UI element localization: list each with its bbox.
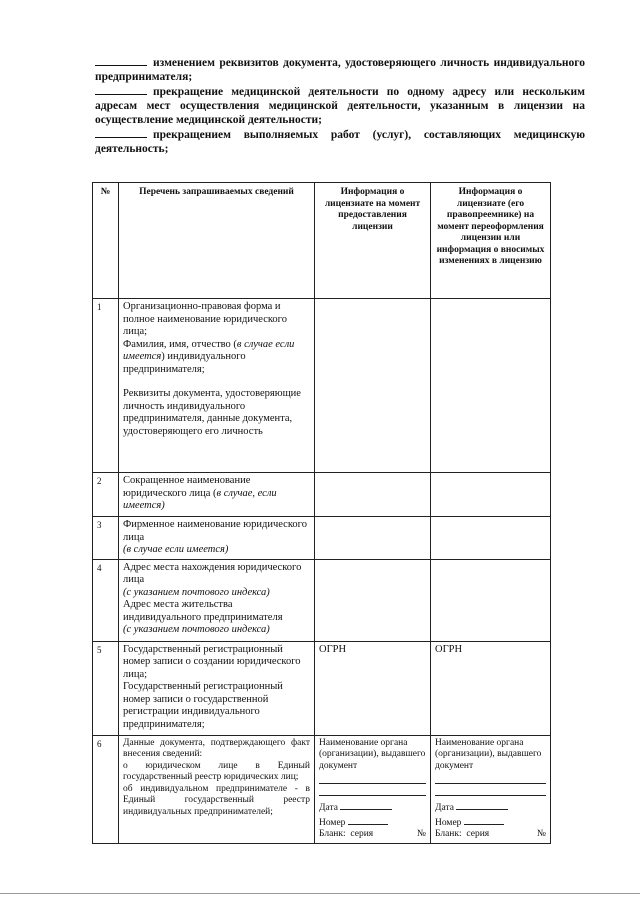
- row-subject: Фирменное наименование юридического лица (в случае если имеется): [119, 517, 315, 560]
- table-row: [93, 641, 551, 735]
- doc-date-label: Дата: [435, 803, 454, 813]
- intro-item-1: изменением реквизитов документа, удостоверяющего личность индивидуального предпринимателя;: [95, 57, 585, 83]
- table-header-row: [93, 183, 551, 299]
- table-row: [93, 559, 551, 641]
- doc-org-label: Наименование органа (организации), выдавшего документ: [435, 737, 542, 771]
- blank-line: [435, 784, 546, 796]
- blank-line: [95, 55, 147, 66]
- table-row: [93, 735, 551, 843]
- row-num: 6: [93, 735, 119, 843]
- row-info-issue[interactable]: [315, 473, 431, 517]
- row-info-reissue[interactable]: [431, 559, 551, 641]
- row-info-issue[interactable]: ОГРН: [315, 641, 431, 735]
- blank-line: [319, 784, 426, 796]
- doc-no-label: №: [536, 829, 546, 839]
- row-num: 2: [93, 473, 119, 517]
- doc-number-label: Номер: [435, 817, 462, 828]
- row-num: 4: [93, 559, 119, 641]
- blank-line: [435, 772, 546, 784]
- row-info-issue[interactable]: [315, 559, 431, 641]
- intro-item-3: прекращением выполняемых работ (услуг), составляющих медицинскую деятельность;: [95, 129, 585, 155]
- row-num: 1: [93, 299, 119, 473]
- table-row: [93, 473, 551, 517]
- doc-blank-label: Бланк:: [435, 829, 462, 839]
- row-subject: Данные документа, подтверждающего факт внесения сведений: о юридическом лице в Единый государственный реестр юридических лиц; об индивидуальном предпринимателе - в Единый государственный реестр индивидуальных предпринимателей;: [119, 735, 315, 843]
- date-field[interactable]: [456, 800, 508, 810]
- table-row: [93, 299, 551, 473]
- doc-blank-label: Бланк:: [319, 829, 346, 839]
- doc-date-label: Дата: [319, 803, 338, 813]
- intro-item-2: прекращение медицинской деятельности по одному адресу или нескольким адресам мест осуществления медицинской деятельности, указанным в лицензии на осуществление медицинской деятельности;: [95, 86, 585, 126]
- header-info-issue: Информация о лицензиате на момент предоставления лицензии: [315, 183, 431, 299]
- intro-text: [95, 55, 585, 156]
- number-field[interactable]: [464, 815, 504, 825]
- doc-no-label: №: [416, 829, 426, 839]
- row-subject: Государственный регистрационный номер записи о создании юридического лица; Государственный регистрационный номер записи о государственной регистрации индивидуального предпринимателя;: [119, 641, 315, 735]
- row-subject: Сокращенное наименование юридического лица (в случае, если имеется): [119, 473, 315, 517]
- blank-line: [319, 772, 426, 784]
- number-field[interactable]: [348, 815, 388, 825]
- row-num: 3: [93, 517, 119, 560]
- doc-org-label: Наименование органа (организации), выдавшего документ: [319, 737, 426, 771]
- row-info-reissue[interactable]: [431, 517, 551, 560]
- blank-line: [95, 84, 147, 95]
- row-info-issue[interactable]: [315, 517, 431, 560]
- page-bottom-rule: [0, 893, 640, 894]
- header-num: №: [93, 183, 119, 299]
- date-field[interactable]: [340, 800, 392, 810]
- header-subject: Перечень запрашиваемых сведений: [119, 183, 315, 299]
- table-row: [93, 517, 551, 560]
- row-info-reissue[interactable]: ОГРН: [431, 641, 551, 735]
- row-num: 5: [93, 641, 119, 735]
- row-info-reissue[interactable]: [431, 735, 551, 843]
- row-info-reissue[interactable]: [431, 299, 551, 473]
- row-subject: Адрес места нахождения юридического лица (с указанием почтового индекса) Адрес места жительства индивидуального предпринимателя (с указанием почтового индекса): [119, 559, 315, 641]
- row-info-reissue[interactable]: [431, 473, 551, 517]
- header-info-reissue: Информация о лицензиате (его правопреемнике) на момент переоформления лицензии или информация о вносимых изменениях в лицензию: [431, 183, 551, 299]
- doc-series-label: серия: [466, 829, 490, 839]
- row-subject: Организационно-правовая форма и полное наименование юридического лица; Фамилия, имя, отчество (в случае если имеется) индивидуального предпринимателя; Реквизиты документа, удостоверяющие личность индивидуального предпринимателя, данные документа, удостоверяющего его личность: [119, 299, 315, 473]
- info-table: [92, 182, 551, 844]
- doc-series-label: серия: [350, 829, 374, 839]
- blank-line: [95, 127, 147, 138]
- row-info-issue[interactable]: [315, 735, 431, 843]
- row-info-issue[interactable]: [315, 299, 431, 473]
- doc-number-label: Номер: [319, 817, 346, 828]
